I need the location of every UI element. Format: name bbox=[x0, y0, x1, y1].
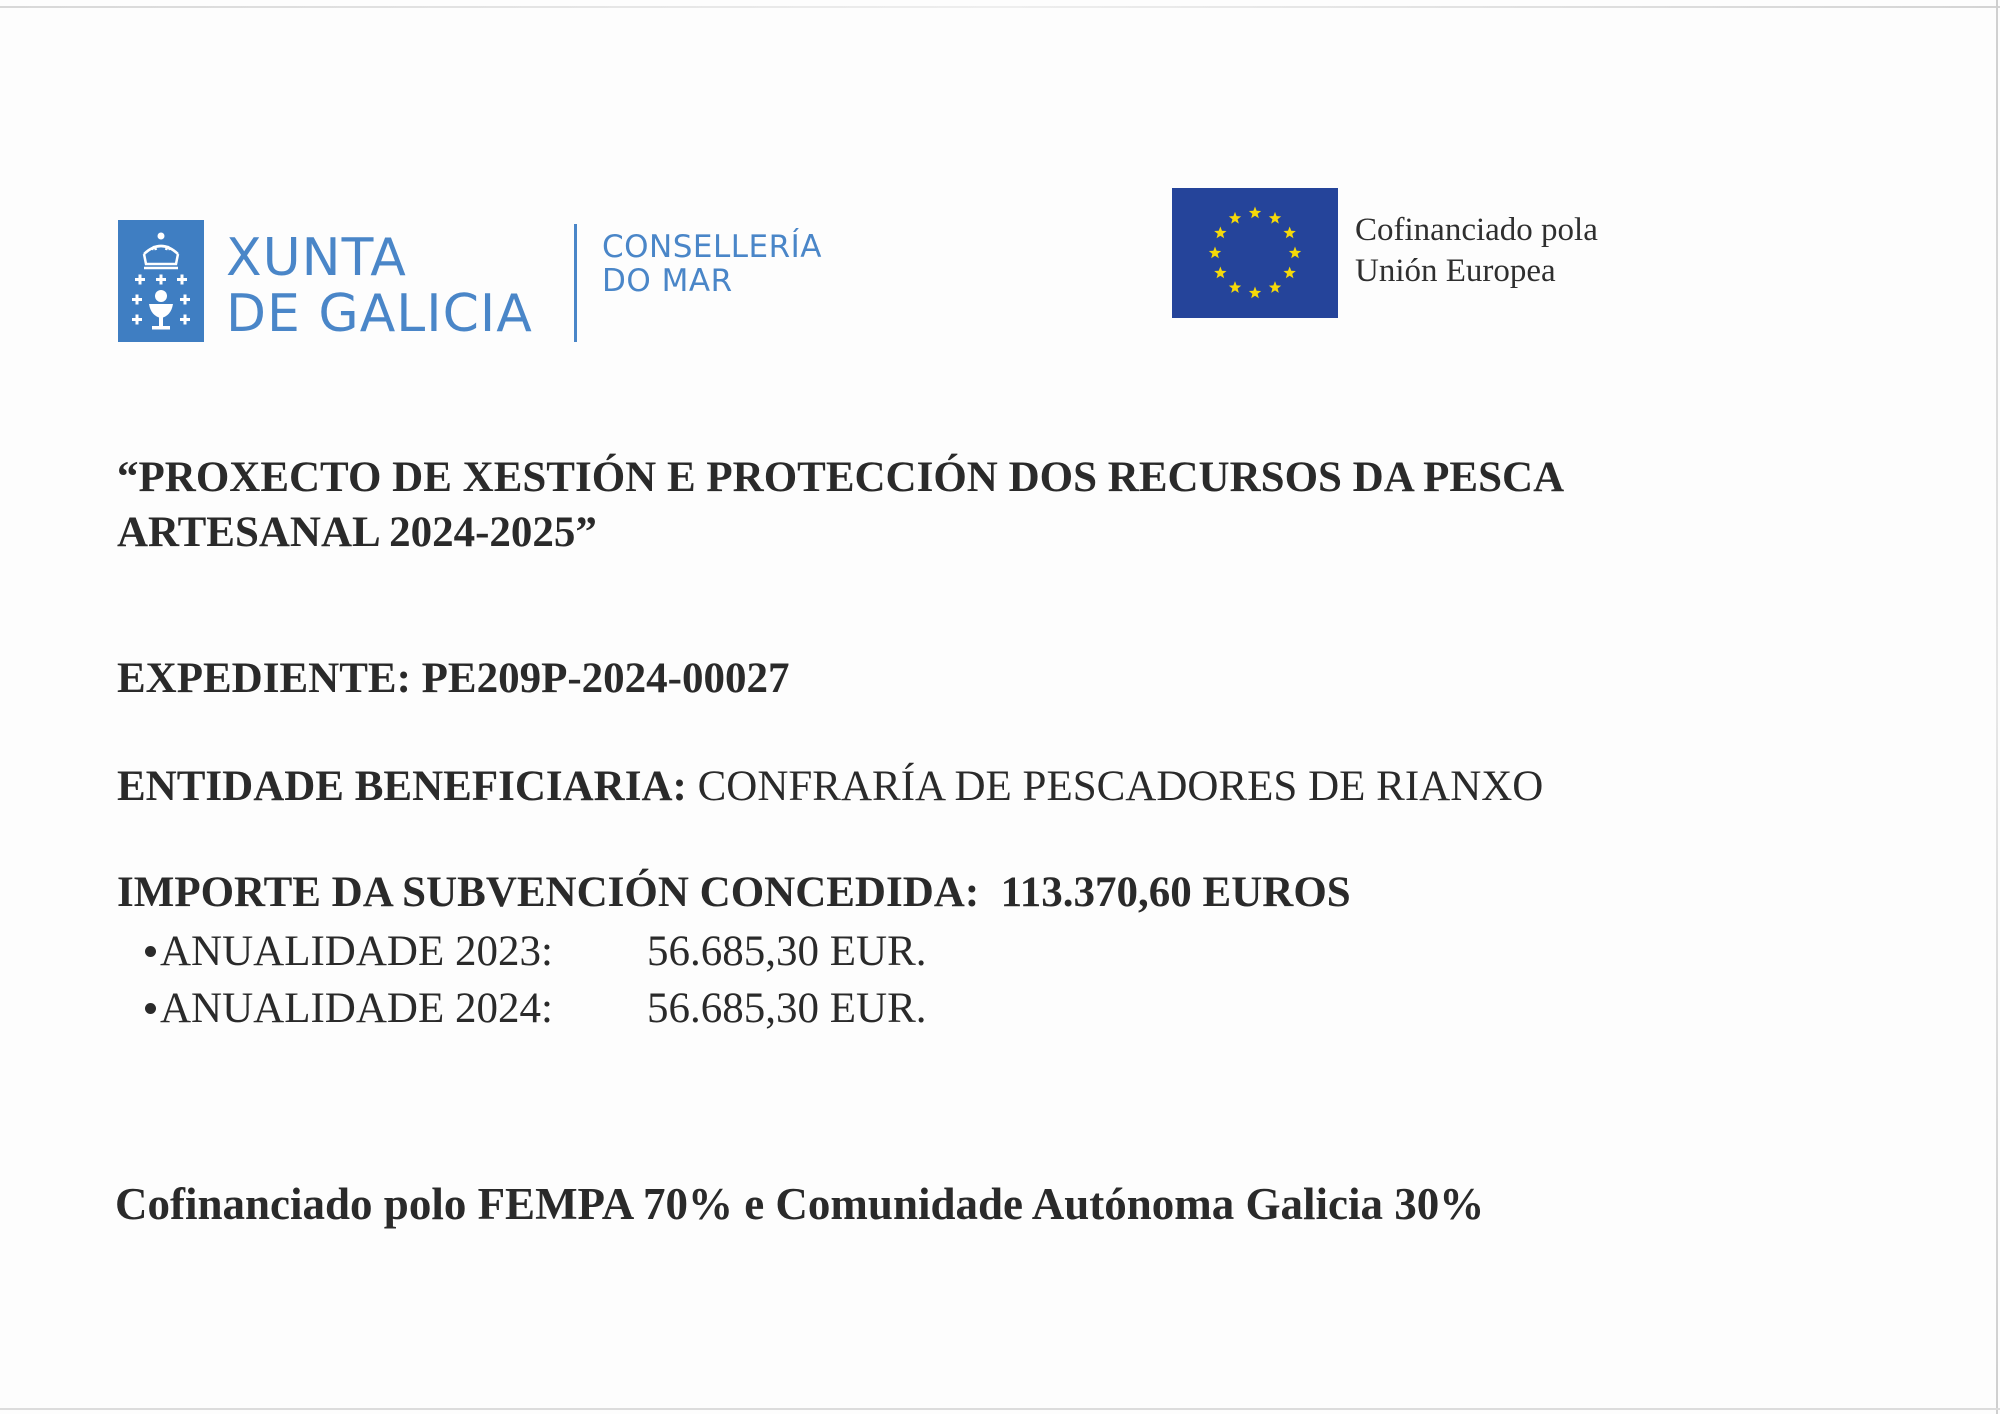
annuity-amount: 56.685,30 EUR. bbox=[647, 985, 927, 1032]
eu-star-icon bbox=[1249, 207, 1261, 219]
eu-star-icon bbox=[1229, 212, 1241, 224]
annuity-label: ANUALIDADE 2023: bbox=[160, 928, 553, 975]
galicia-coat-of-arms-icon bbox=[118, 220, 204, 342]
eu-star-icon bbox=[1214, 227, 1226, 239]
eu-star-icon bbox=[1269, 212, 1281, 224]
eu-caption-line1: Cofinanciado pola bbox=[1355, 212, 1598, 248]
project-title-line1: “PROXECTO DE XESTIÓN E PROTECCIÓN DOS RECURSOS DA PESCA bbox=[117, 454, 1565, 501]
cofinancing-statement: Cofinanciado polo FEMPA 70% e Comunidade Autónoma Galicia 30% bbox=[115, 1179, 1485, 1229]
eu-star-icon bbox=[1283, 267, 1295, 279]
eu-star-icon bbox=[1209, 247, 1221, 259]
annuity-amount: 56.685,30 EUR. bbox=[647, 928, 927, 975]
xunta-wordmark-line2: DE GALICIA bbox=[226, 284, 533, 344]
xunta-wordmark-line1: XUNTA bbox=[226, 228, 407, 288]
file-number: EXPEDIENTE: PE209P-2024-00027 bbox=[117, 655, 790, 702]
eu-caption-line2: Unión Europea bbox=[1355, 253, 1556, 289]
grant-amount-label: IMPORTE DA SUBVENCIÓN CONCEDIDA: bbox=[117, 869, 980, 916]
annuity-item bbox=[145, 984, 927, 1034]
eu-star-icon bbox=[1289, 247, 1301, 259]
scan-edge-right bbox=[1996, 0, 1998, 1414]
department-name-line2: DO MAR bbox=[602, 263, 733, 299]
annuity-item bbox=[145, 927, 927, 977]
beneficiary-label: ENTIDADE BENEFICIARIA: bbox=[117, 763, 687, 810]
annuity-label: ANUALIDADE 2024: bbox=[160, 985, 553, 1032]
project-title-line2: ARTESANAL 2024-2025” bbox=[117, 509, 597, 556]
eu-star-icon bbox=[1214, 267, 1226, 279]
logo-divider bbox=[574, 224, 577, 342]
scan-edge-bottom bbox=[0, 1408, 2000, 1410]
eu-star-icon bbox=[1269, 281, 1281, 293]
bullet-icon bbox=[145, 1003, 156, 1014]
beneficiary-value: CONFRARÍA DE PESCADORES DE RIANXO bbox=[697, 763, 1544, 810]
eu-flag-icon bbox=[1172, 188, 1338, 318]
grant-amount-row bbox=[117, 868, 1351, 918]
eu-star-icon bbox=[1249, 287, 1261, 299]
scan-edge-top bbox=[0, 6, 2000, 8]
eu-star-icon bbox=[1283, 227, 1295, 239]
bullet-icon bbox=[145, 946, 156, 957]
department-name-line1: CONSELLERÍA bbox=[602, 229, 823, 265]
eu-star-icon bbox=[1229, 281, 1241, 293]
grant-amount-value: 113.370,60 EUROS bbox=[1000, 869, 1351, 916]
beneficiary-row bbox=[117, 762, 1543, 812]
